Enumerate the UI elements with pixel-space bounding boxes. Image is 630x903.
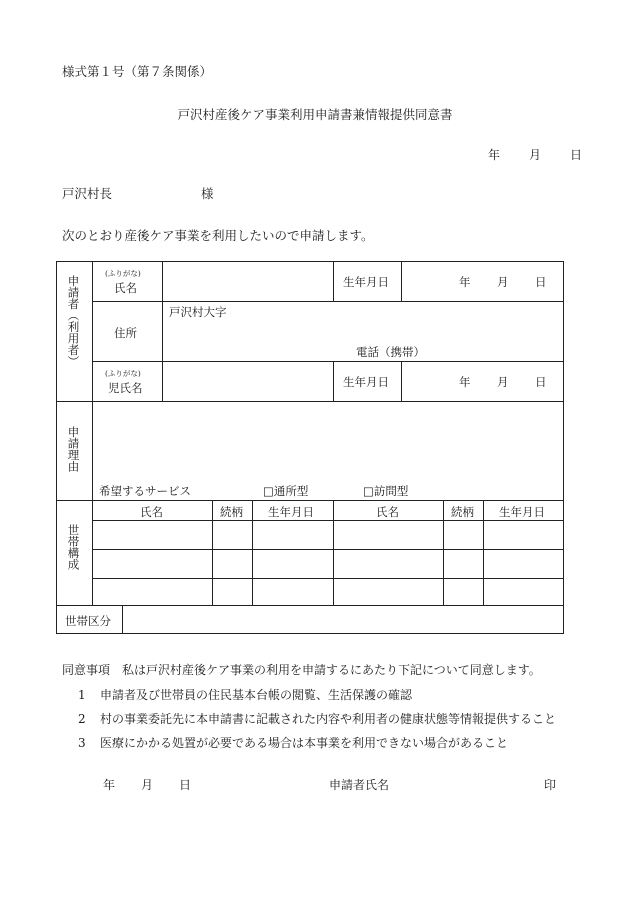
birth-day-label: 日 [535, 275, 547, 289]
consent-item-number: 3 [78, 736, 86, 750]
signature-month-label: 月 [141, 778, 154, 792]
name-ruby-label: (ふりがな) [105, 269, 141, 278]
address-label: 住所 [114, 326, 137, 340]
household-col-relation: 続柄 [220, 505, 243, 519]
child-birth-day-label: 日 [535, 375, 547, 389]
date-month-label: 月 [529, 148, 542, 162]
child-birth-year-label: 年 [459, 375, 471, 389]
applicant-name-label: 申請者氏名 [329, 778, 390, 792]
household-section-label: 世帯構成 [66, 524, 81, 570]
signature-year-label: 年 [103, 778, 116, 792]
signature-day-label: 日 [179, 778, 192, 792]
consent-item-number: 2 [78, 712, 86, 726]
consent-item [78, 686, 412, 703]
consent-item-text: 村の事業委託先に本申請書に記載された内容や利用者の健康状態等情報提供すること [100, 712, 557, 726]
intro-text: 次のとおり産後ケア事業を利用したいので申請します。 [62, 228, 374, 243]
form-id: 様式第１号（第７条関係） [62, 64, 213, 79]
address-prefix: 戸沢村大字 [169, 305, 227, 319]
name-label: 氏名 [114, 281, 137, 295]
consent-item-text: 申請者及び世帯員の住民基本台帳の閲覧、生活保護の確認 [100, 688, 413, 702]
consent-item-number: 1 [78, 688, 86, 702]
service-option-day-visit[interactable]: □通所型 [263, 484, 309, 498]
applicant-section-label: 申請者（利用者） [66, 275, 81, 367]
service-label: 希望するサービス [99, 484, 191, 498]
phone-label: 電話（携帯） [356, 345, 425, 359]
consent-item [78, 710, 556, 727]
birth-year-label: 年 [459, 275, 471, 289]
child-birthdate-label: 生年月日 [343, 375, 389, 389]
household-col-relation-2: 続柄 [451, 505, 474, 519]
date-day-label: 日 [570, 148, 583, 162]
birthdate-label: 生年月日 [343, 275, 389, 289]
addressee-name: 戸沢村長 [62, 186, 113, 201]
consent-heading: 同意事項 私は戸沢村産後ケア事業の利用を申請するにあたり下記について同意します。 [62, 663, 541, 677]
reason-section-label: 申請理由 [66, 426, 81, 472]
service-option-home-visit[interactable]: □訪問型 [363, 484, 409, 498]
household-col-name-2: 氏名 [376, 505, 399, 519]
household-class-label: 世帯区分 [65, 614, 111, 628]
application-table [56, 261, 564, 634]
consent-item-text: 医療にかかる処置が必要である場合は本事業を利用できない場合があること [100, 736, 509, 750]
birth-month-label: 月 [497, 275, 509, 289]
household-col-birthdate-2: 生年月日 [499, 505, 545, 519]
child-birth-month-label: 月 [497, 375, 509, 389]
child-name-label: 児氏名 [108, 381, 143, 395]
seal-label: 印 [544, 778, 557, 792]
date-year-label: 年 [488, 148, 501, 162]
household-col-name: 氏名 [140, 505, 163, 519]
household-col-birthdate: 生年月日 [268, 505, 314, 519]
consent-item [78, 734, 508, 751]
addressee-suffix: 様 [201, 186, 214, 201]
child-name-ruby-label: (ふりがな) [105, 369, 141, 378]
document-title: 戸沢村産後ケア事業利用申請書兼情報提供同意書 [177, 107, 453, 122]
